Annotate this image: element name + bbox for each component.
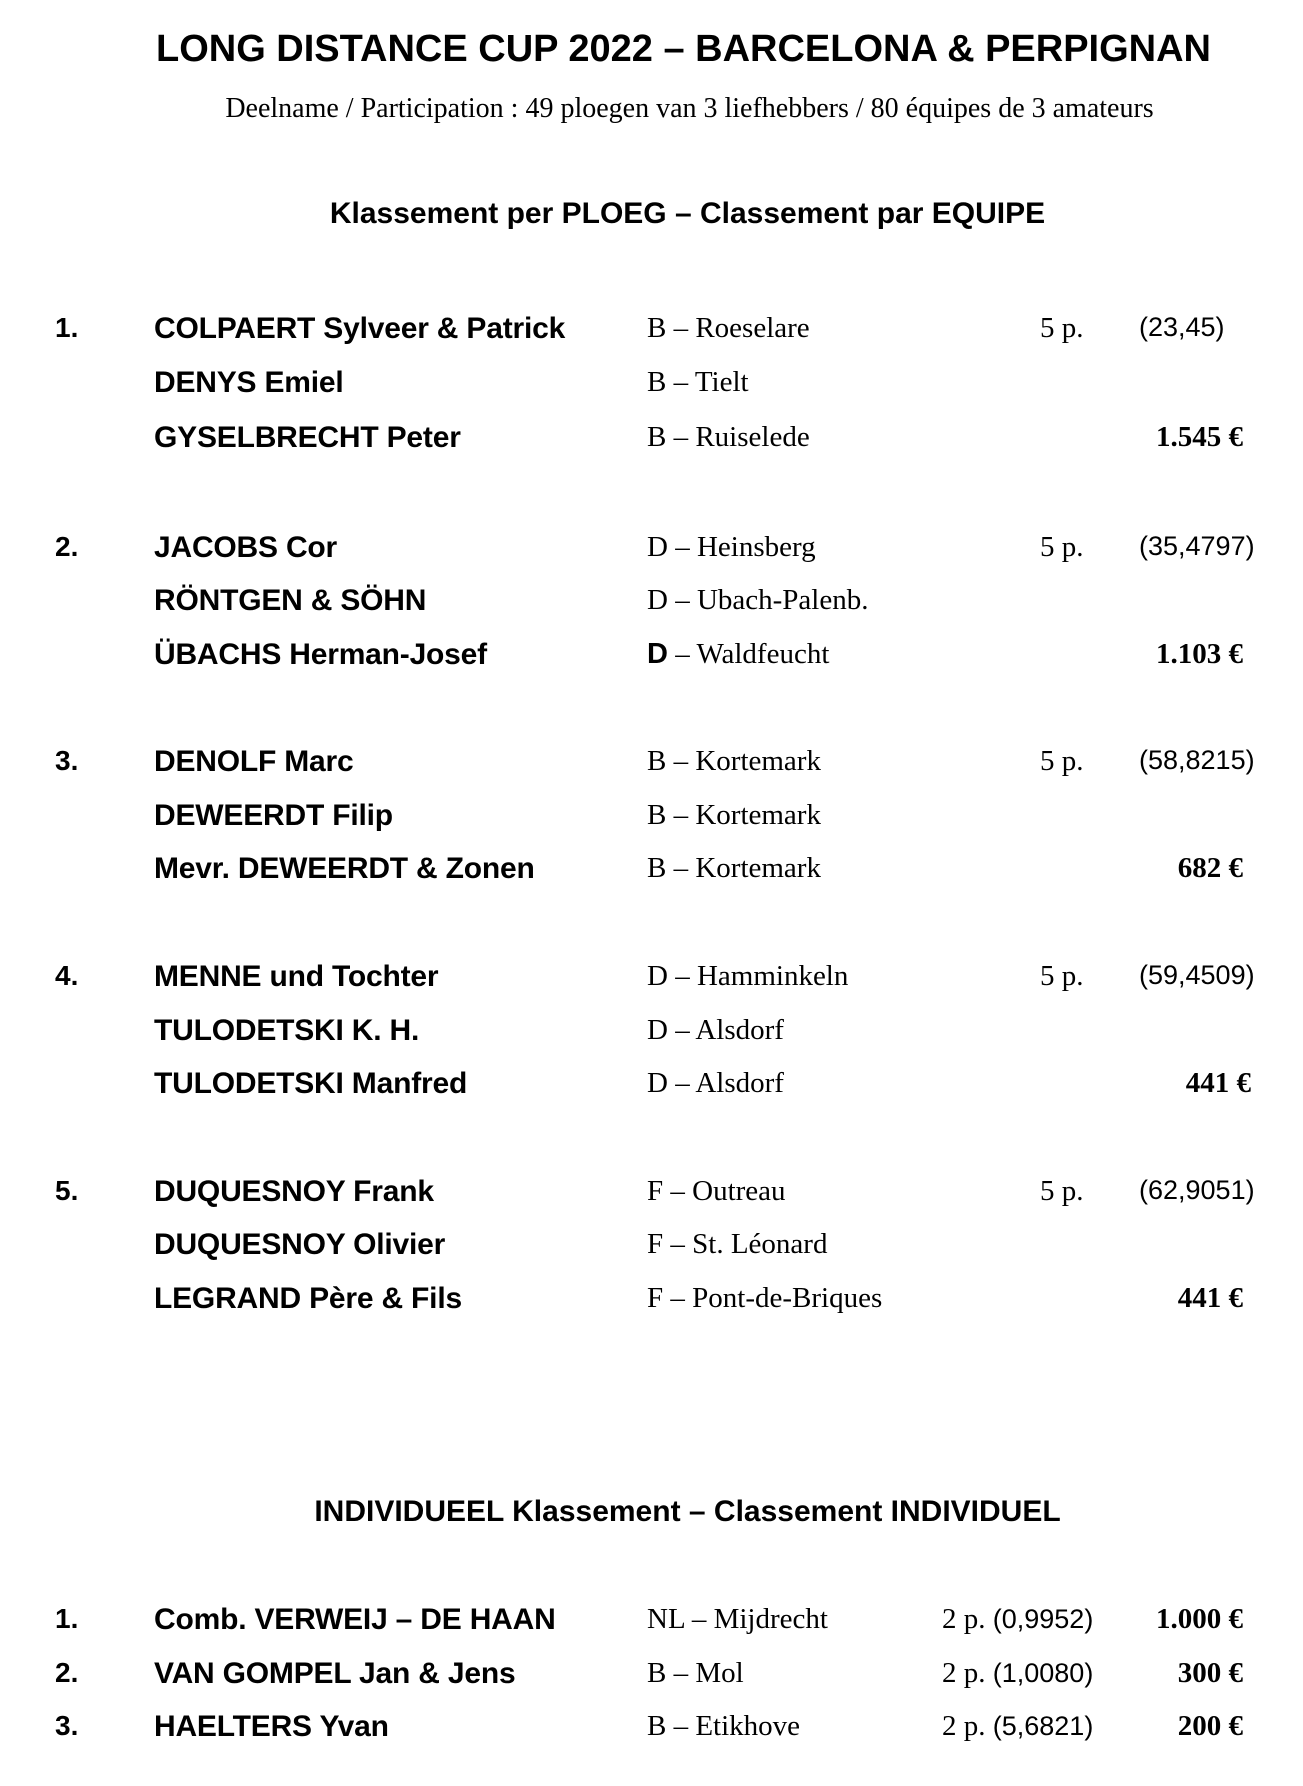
team-row [0, 745, 1303, 785]
town: Mijdrecht [713, 1603, 828, 1635]
town: Ubach-Palenb. [696, 584, 869, 616]
points-value: 2 p. [942, 1710, 986, 1742]
country-code: D [647, 638, 668, 670]
member-name: DENYS Emiel [154, 366, 344, 399]
individual-name: VAN GOMPEL Jan & Jens [154, 1657, 516, 1690]
town: Outreau [692, 1175, 786, 1207]
country-code: B [647, 1657, 667, 1689]
country-code: B [647, 312, 667, 344]
separator: – [666, 312, 696, 344]
member-name: ÜBACHS Herman-Josef [154, 638, 487, 671]
member-name: LEGRAND Père & Fils [154, 1282, 462, 1315]
individual-name: Comb. VERWEIJ – DE HAAN [154, 1603, 556, 1636]
separator: – [666, 366, 695, 398]
member-location [647, 584, 868, 617]
member-name: DEWEERDT Filip [154, 799, 393, 832]
country-code: B [647, 421, 667, 453]
individual-location [647, 1603, 828, 1636]
team-row [0, 421, 1303, 461]
team-row [0, 1175, 1303, 1215]
member-name: DENOLF Marc [154, 745, 354, 778]
individual-row [0, 1710, 1303, 1750]
team-points: 5 p. [1040, 745, 1084, 777]
separator: – [663, 1282, 693, 1314]
separator: – [666, 799, 696, 831]
team-points: 5 p. [1040, 1175, 1084, 1207]
town: Kortemark [695, 799, 821, 831]
individual-ranking-heading: INDIVIDUEEL Klassement – Classement INDIVIDUEL [314, 1495, 1061, 1528]
separator: – [667, 1014, 696, 1046]
separator: – [667, 1067, 696, 1099]
team-prize: 1.545 € [1156, 421, 1243, 453]
team-prize: 682 € [1177, 852, 1243, 884]
town: Kortemark [695, 852, 821, 884]
team-row [0, 584, 1303, 624]
team-score: (23,45) [1139, 312, 1225, 342]
team-row [0, 312, 1303, 352]
individual-points [942, 1603, 1093, 1636]
team-rank: 4. [55, 960, 79, 991]
individual-score: (0,9952) [992, 1604, 1094, 1634]
member-location [647, 745, 821, 778]
country-code: B [647, 366, 667, 398]
individual-prize: 200 € [1177, 1710, 1243, 1742]
individual-rank: 3. [55, 1710, 79, 1741]
member-location [647, 1228, 827, 1261]
member-location [647, 366, 749, 399]
member-name: TULODETSKI Manfred [154, 1067, 468, 1100]
member-location [647, 638, 829, 671]
member-name: DUQUESNOY Frank [154, 1175, 434, 1208]
individual-prize: 300 € [1177, 1657, 1243, 1689]
team-row [0, 1014, 1303, 1054]
country-code: D [647, 1067, 668, 1099]
team-row [0, 366, 1303, 406]
individual-row [0, 1657, 1303, 1697]
town: Waldfeucht [696, 638, 830, 670]
town: Mol [695, 1657, 744, 1689]
separator: – [684, 1603, 714, 1635]
individual-score: (1,0080) [992, 1658, 1094, 1688]
separator: – [667, 960, 697, 992]
country-code: NL [647, 1603, 685, 1635]
individual-location [647, 1657, 744, 1690]
individual-points [942, 1657, 1093, 1690]
town: Kortemark [695, 745, 821, 777]
country-code: D [647, 584, 668, 616]
separator: – [666, 745, 696, 777]
individual-prize: 1.000 € [1156, 1603, 1243, 1635]
member-name: DUQUESNOY Olivier [154, 1228, 446, 1261]
country-code: B [647, 799, 667, 831]
town: St. Léonard [692, 1228, 828, 1260]
individual-location [647, 1710, 800, 1743]
team-row [0, 1282, 1303, 1322]
individual-row [0, 1603, 1303, 1643]
separator: – [667, 584, 697, 616]
team-points: 5 p. [1040, 312, 1084, 344]
member-location [647, 1067, 784, 1100]
member-location [647, 1014, 784, 1047]
separator: – [663, 1175, 693, 1207]
separator: – [663, 1228, 693, 1260]
separator: – [666, 852, 696, 884]
country-code: F [647, 1228, 664, 1260]
team-score: (59,4509) [1139, 960, 1255, 990]
town: Roeselare [695, 312, 810, 344]
town: Tielt [694, 366, 749, 398]
town: Etikhove [695, 1710, 801, 1742]
team-row [0, 960, 1303, 1000]
team-points: 5 p. [1040, 960, 1084, 992]
town: Pont-de-Briques [692, 1282, 883, 1314]
team-row [0, 852, 1303, 892]
town: Alsdorf [695, 1067, 784, 1099]
member-name: RÖNTGEN & SÖHN [154, 584, 427, 617]
individual-rank: 1. [55, 1603, 79, 1634]
individual-points [942, 1710, 1093, 1743]
team-prize: 441 € [1177, 1282, 1243, 1314]
separator: – [667, 638, 697, 670]
member-location [647, 312, 810, 345]
separator: – [666, 1657, 696, 1689]
individual-name: HAELTERS Yvan [154, 1710, 389, 1743]
member-location [647, 1282, 882, 1315]
town: Alsdorf [695, 1014, 784, 1046]
separator: – [667, 531, 697, 563]
member-name: JACOBS Cor [154, 531, 338, 564]
country-code: F [647, 1282, 664, 1314]
town: Heinsberg [696, 531, 816, 563]
country-code: D [647, 960, 668, 992]
member-name: TULODETSKI K. H. [154, 1014, 420, 1047]
team-row [0, 799, 1303, 839]
member-location [647, 421, 810, 454]
individual-score: (5,6821) [992, 1711, 1094, 1741]
member-location [647, 531, 816, 564]
team-prize: 1.103 € [1156, 638, 1243, 670]
member-location [647, 1175, 786, 1208]
team-score: (62,9051) [1139, 1175, 1255, 1205]
separator: – [666, 1710, 696, 1742]
country-code: B [647, 745, 667, 777]
team-score: (35,4797) [1139, 531, 1255, 561]
member-name: Mevr. DEWEERDT & Zonen [154, 852, 535, 885]
individual-rank: 2. [55, 1657, 79, 1688]
country-code: D [647, 531, 668, 563]
document-title: LONG DISTANCE CUP 2022 – BARCELONA & PERPIGNAN [155, 28, 1212, 70]
country-code: F [647, 1175, 664, 1207]
document-subtitle: Deelname / Participation : 49 ploegen van 3 liefhebbers / 80 équipes de 3 amateurs [225, 93, 1154, 124]
team-prize: 441 € [1185, 1067, 1251, 1099]
separator: – [666, 421, 696, 453]
team-row [0, 1228, 1303, 1268]
town: Ruiselede [695, 421, 810, 453]
member-location [647, 960, 848, 993]
team-rank: 5. [55, 1175, 79, 1206]
points-value: 2 p. [942, 1657, 986, 1689]
member-name: MENNE und Tochter [154, 960, 439, 993]
member-name: GYSELBRECHT Peter [154, 421, 461, 454]
country-code: B [647, 852, 667, 884]
team-points: 5 p. [1040, 531, 1084, 563]
team-row [0, 1067, 1303, 1107]
team-row [0, 638, 1303, 678]
team-row [0, 531, 1303, 571]
team-rank: 1. [55, 312, 79, 343]
country-code: B [647, 1710, 667, 1742]
member-name: COLPAERT Sylveer & Patrick [154, 312, 566, 345]
team-rank: 3. [55, 745, 79, 776]
team-rank: 2. [55, 531, 79, 562]
country-code: D [647, 1014, 668, 1046]
team-ranking-heading: Klassement per PLOEG – Classement par EQUIPE [329, 197, 1046, 230]
team-score: (58,8215) [1139, 745, 1255, 775]
member-location [647, 852, 821, 885]
town: Hamminkeln [696, 960, 849, 992]
points-value: 2 p. [942, 1603, 986, 1635]
member-location [647, 799, 821, 832]
